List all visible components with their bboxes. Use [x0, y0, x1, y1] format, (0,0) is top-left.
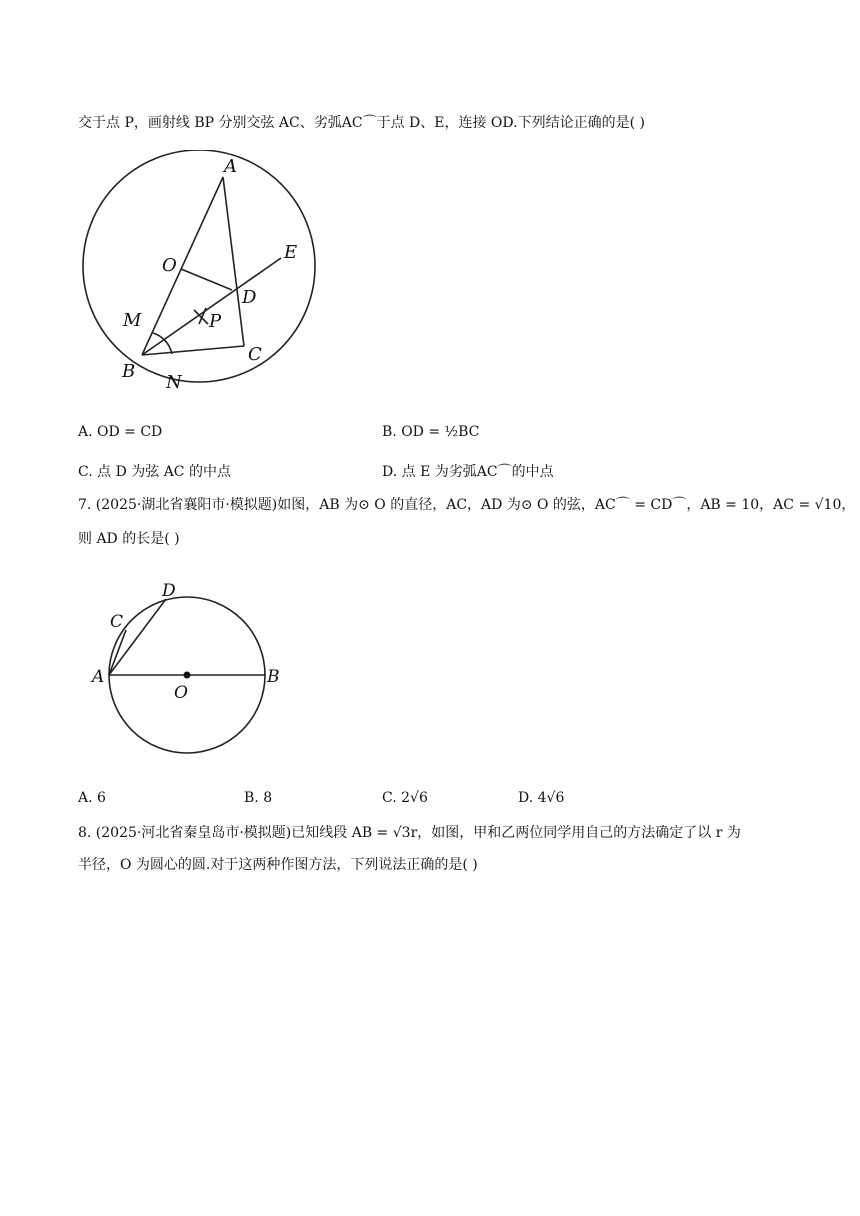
q8-stem-line-1: 8. (2025·河北省秦皇岛市·模拟题)已知线段 AB = √3r，如图，甲和乙两位同学用自己的方法确定了以 r 为 [78, 825, 741, 841]
q7-label-c: C [110, 612, 124, 632]
q7-stem-line-1: 7. (2025·湖北省襄阳市·模拟题)如图，AB 为⊙ O 的直径，AC，AD 为⊙ O 的弦，AC⌒ = CD⌒，AB = 10，AC = √10， [78, 497, 856, 513]
q7-option-c: C. 2√6 [382, 790, 428, 806]
q7-option-d: D. 4√6 [518, 790, 565, 806]
q7-stem-line-2: 则 AD 的长是( ) [78, 531, 180, 547]
q6-label-p: P [209, 311, 222, 332]
q6-label-a: A [224, 156, 237, 177]
q6-label-c: C [248, 344, 262, 365]
q6-stem-line: 交于点 P，画射线 BP 分别交弦 AC、劣弧AC⌒于点 D、E，连接 OD.下列结论正确的是( ) [78, 115, 645, 131]
q6-option-c: C. 点 D 为弦 AC 的中点 [78, 464, 231, 480]
q6-label-o: O [162, 255, 177, 276]
q7-chord-ad [109, 599, 166, 675]
q6-option-b: B. OD = ½BC [382, 424, 480, 440]
q7-option-b: B. 8 [244, 790, 273, 806]
q7-center-dot [184, 672, 191, 679]
q6-label-e: E [284, 242, 298, 263]
q6-chord-ac [223, 177, 244, 346]
q6-option-d: D. 点 E 为劣弧AC⌒的中点 [382, 464, 554, 480]
q6-segment-od [181, 269, 232, 290]
q6-label-n: N [166, 372, 182, 393]
q6-label-b: B [122, 361, 136, 382]
q6-figure [76, 150, 316, 400]
q7-label-a: A [92, 667, 105, 687]
q6-label-m: M [123, 310, 142, 331]
q6-chord-bc [142, 346, 244, 355]
q7-label-d: D [162, 581, 176, 601]
q7-option-a: A. 6 [78, 790, 106, 806]
q6-circle [83, 150, 315, 382]
q7-label-b: B [267, 667, 280, 687]
q7-label-o: O [174, 683, 188, 703]
q6-label-d: D [242, 287, 257, 308]
q7-figure [88, 574, 288, 764]
q8-stem-line-2: 半径，O 为圆心的圆.对于这两种作图方法，下列说法正确的是( ) [78, 857, 478, 873]
q6-option-a: A. OD = CD [78, 424, 163, 440]
